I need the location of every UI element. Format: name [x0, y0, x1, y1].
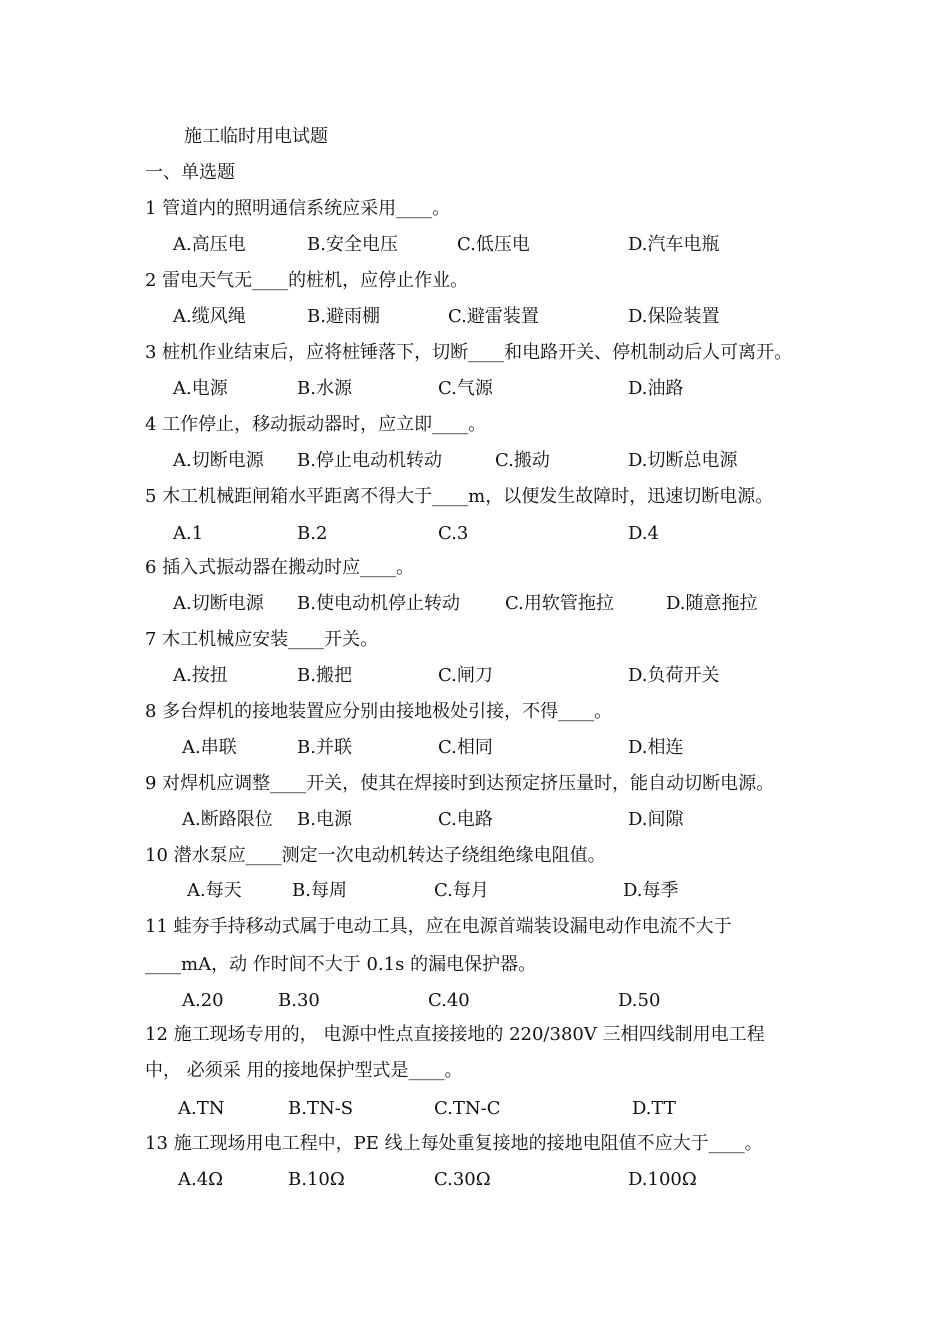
question-8: 8 多台焊机的接地装置应分别由接地极处引接，不得____。 — [145, 701, 613, 722]
question-5: 5 木工机械距闸箱水平距离不得大于____m，以便发生故障时，迅速切断电源。 — [145, 486, 774, 507]
option-c: C.电路 — [438, 809, 493, 830]
option-a: A.高压电 — [173, 234, 246, 255]
question-11: 11 蛙夯手持移动式属于电动工具，应在电源首端装设漏电动作电流不大于 — [145, 916, 732, 937]
question-4: 4 工作停止，移动振动器时，应立即____。 — [145, 414, 487, 435]
option-d: D.汽车电瓶 — [628, 234, 720, 255]
option-c: C.40 — [428, 990, 470, 1011]
option-a: A.20 — [182, 990, 224, 1011]
option-d: D.油路 — [628, 378, 684, 399]
question-7: 7 木工机械应安装____开关。 — [145, 629, 379, 650]
option-b: B.并联 — [297, 737, 352, 758]
option-d: D.相连 — [628, 737, 684, 758]
option-a: A.1 — [173, 523, 204, 544]
option-a: A.切断电源 — [173, 593, 264, 614]
option-c: C.避雷装置 — [448, 306, 539, 327]
option-b: B.电源 — [297, 809, 352, 830]
option-c: C.气源 — [438, 378, 493, 399]
option-d: D.保险装置 — [628, 306, 720, 327]
option-b: B.搬把 — [297, 665, 352, 686]
option-a: A.断路限位 — [182, 809, 273, 830]
option-c: C.搬动 — [495, 450, 550, 471]
option-a: A.4Ω — [178, 1169, 224, 1190]
section-heading: 一、单选题 — [145, 162, 235, 183]
question-11-continued: ____mA，动 作时间不大于 0.1s 的漏电保护器。 — [145, 954, 537, 975]
option-c: C.3 — [438, 523, 469, 544]
option-a: A.缆风绳 — [173, 306, 246, 327]
question-9: 9 对焊机应调整____开关，使其在焊接时到达预定挤压量时，能自动切断电源。 — [145, 773, 775, 794]
option-d: D.4 — [628, 523, 659, 544]
option-a: A.按扭 — [173, 665, 228, 686]
option-a: A.每天 — [187, 880, 242, 901]
option-b: B.TN-S — [288, 1098, 354, 1119]
option-d: D.50 — [618, 990, 661, 1011]
option-b: B.安全电压 — [307, 234, 398, 255]
option-a: A.电源 — [173, 378, 228, 399]
question-12: 12 施工现场专用的， 电源中性点直接接地的 220/380V 三相四线制用电工程 — [145, 1024, 765, 1045]
option-c: C.相同 — [438, 737, 493, 758]
option-d: D.切断总电源 — [628, 450, 738, 471]
option-b: B.10Ω — [288, 1169, 345, 1190]
option-a: A.串联 — [182, 737, 237, 758]
option-b: B.水源 — [297, 378, 352, 399]
question-2: 2 雷电天气无____的桩机，应停止作业。 — [145, 270, 469, 291]
option-c: C.用软管拖拉 — [505, 593, 614, 614]
option-c: C.每月 — [434, 880, 489, 901]
question-1: 1 管道内的照明通信系统应采用____。 — [145, 198, 451, 219]
option-c: C.低压电 — [457, 234, 530, 255]
option-c: C.闸刀 — [438, 665, 493, 686]
option-d: D.随意拖拉 — [666, 593, 758, 614]
question-12-continued: 中， 必须采 用的接地保护型式是____。 — [145, 1060, 463, 1081]
question-10: 10 潜水泵应____测定一次电动机转达子绕组绝缘电阻值。 — [145, 845, 606, 866]
option-b: B.30 — [278, 990, 320, 1011]
option-b: B.每周 — [292, 880, 347, 901]
option-b: B.避雨棚 — [307, 306, 380, 327]
option-d: D.间隙 — [628, 809, 684, 830]
option-d: D.100Ω — [628, 1169, 697, 1190]
option-d: D.TT — [632, 1098, 676, 1119]
option-c: C.30Ω — [434, 1169, 491, 1190]
question-3: 3 桩机作业结束后，应将桩锤落下，切断____和电路开关、停机制动后人可离开。 — [145, 342, 793, 363]
option-d: D.每季 — [623, 880, 679, 901]
option-c: C.TN-C — [434, 1098, 501, 1119]
question-6: 6 插入式振动器在搬动时应____。 — [145, 557, 415, 578]
option-a: A.TN — [178, 1098, 225, 1119]
option-a: A.切断电源 — [173, 450, 264, 471]
question-13: 13 施工现场用电工程中，PE 线上每处重复接地的接地电阻值不应大于____。 — [145, 1133, 763, 1154]
option-b: B.停止电动机转动 — [297, 450, 442, 471]
option-b: B.2 — [297, 523, 328, 544]
option-d: D.负荷开关 — [628, 665, 720, 686]
document-title: 施工临时用电试题 — [184, 126, 328, 147]
option-b: B.使电动机停止转动 — [297, 593, 460, 614]
